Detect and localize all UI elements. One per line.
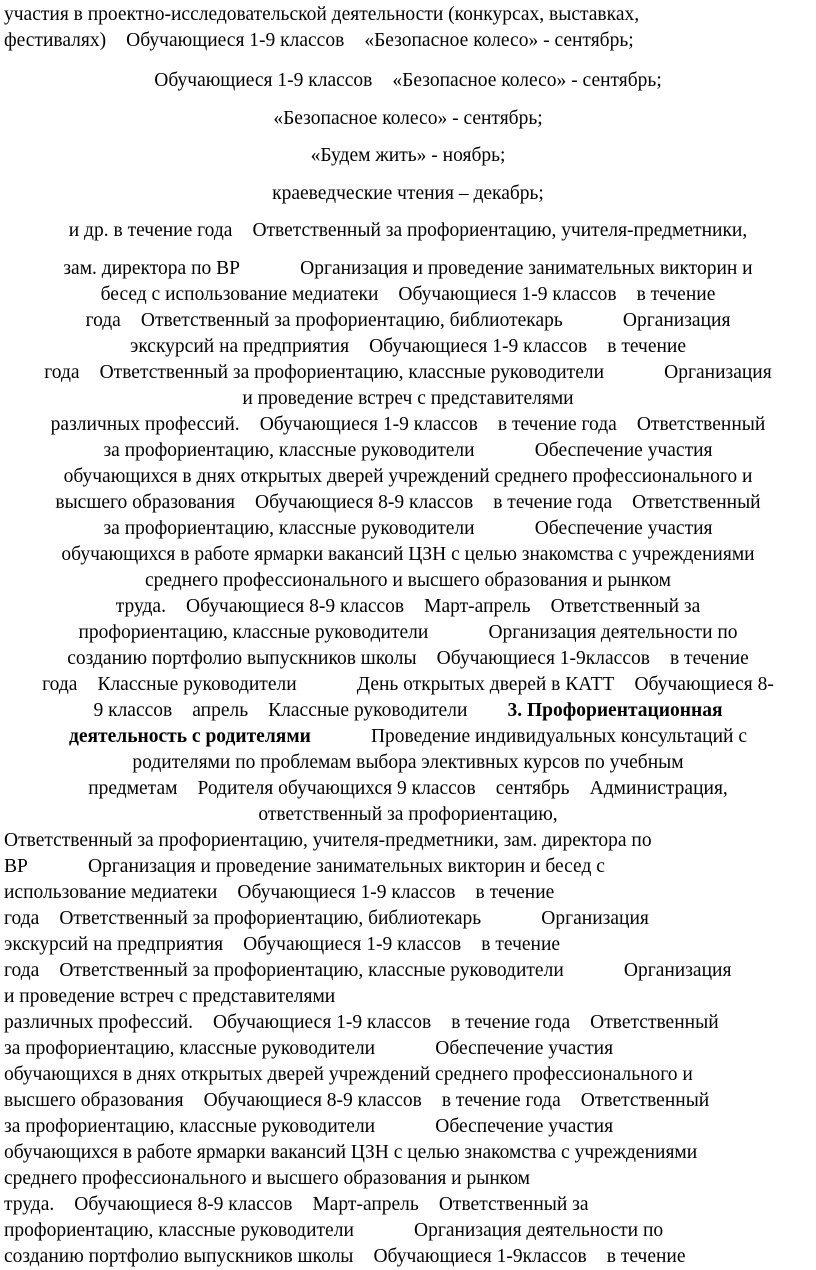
line-text: зам. директора по ВР Организация и проведение занимательных викторин и bbox=[90, 257, 725, 279]
text-line bbox=[0, 1140, 816, 1166]
line-text: высшего образования Обучающиеся 8-9 классов в течение года Ответственный bbox=[78, 491, 738, 513]
text-line bbox=[0, 698, 816, 724]
line-text: года Ответственный за профориентацию, классные руководители Организация bbox=[4, 959, 662, 981]
line-text: 9 классов апрель Классные руководители bbox=[126, 699, 475, 721]
line-text: за профориентацию, классные руководители Обеспечение участия bbox=[4, 1115, 558, 1137]
line-text: Ответственный за профориентацию, учителя-предметники, зам. директора по bbox=[4, 829, 652, 851]
text-line bbox=[0, 438, 816, 464]
line-text: различных профессий. Обучающиеся 1-9 классов в течение года Ответственный bbox=[4, 1011, 674, 1033]
text-line bbox=[0, 412, 816, 438]
line-text: ВР Организация и проведение занимательных викторин и бесед с bbox=[4, 855, 550, 877]
text-line bbox=[0, 620, 816, 646]
text-line bbox=[0, 1166, 816, 1192]
text-line bbox=[0, 143, 816, 169]
text-line bbox=[0, 1010, 816, 1036]
text-line bbox=[0, 106, 816, 132]
text-line bbox=[0, 750, 816, 776]
text-line bbox=[0, 984, 816, 1010]
line-text: среднего профессионального и высшего образования и рынком bbox=[4, 1167, 530, 1189]
line-text: обучающихся в днях открытых дверей учреждений среднего профессионального и bbox=[4, 1063, 693, 1085]
line-text: «Безопасное колесо» - сентябрь; bbox=[273, 107, 543, 129]
line-text: года Ответственный за профориентацию, библиотекарь Организация bbox=[120, 309, 696, 331]
text-line bbox=[0, 646, 816, 672]
line-text: обучающихся в работе ярмарки вакансий ЦЗН с целью знакомства с учреждениями bbox=[61, 543, 755, 565]
line-text: профориентацию, классные руководители Организация деятельности по bbox=[4, 1219, 608, 1241]
line-text: различных профессий. Обучающиеся 1-9 классов в течение года Ответственный bbox=[73, 413, 743, 435]
text-line bbox=[0, 334, 816, 360]
text-line bbox=[0, 28, 816, 54]
line-text: профориентацию, классные руководители Организация деятельности по bbox=[106, 621, 710, 643]
text-line bbox=[0, 542, 816, 568]
line-text: года Ответственный за профориентацию, библиотекарь Организация bbox=[4, 907, 579, 929]
line-text: высшего образования Обучающиеся 8-9 классов в течение года Ответственный bbox=[4, 1089, 664, 1111]
text-line bbox=[0, 2, 816, 28]
text-line bbox=[0, 256, 816, 282]
line-text: краеведческие чтения – декабрь; bbox=[272, 182, 544, 204]
text-line bbox=[0, 308, 816, 334]
text-line bbox=[0, 568, 816, 594]
text-line bbox=[0, 1062, 816, 1088]
text-line bbox=[0, 802, 816, 828]
text-line bbox=[0, 854, 816, 880]
line-text: ответственный за профориентацию, bbox=[258, 803, 558, 825]
text-line bbox=[0, 516, 816, 542]
line-text: за профориентацию, классные руководители Обеспечение участия bbox=[131, 439, 685, 461]
line-text: использование медиатеки Обучающиеся 1-9 классов в течение bbox=[4, 881, 524, 903]
text-line bbox=[0, 1192, 816, 1218]
line-text: и проведение встреч с представителями bbox=[4, 985, 336, 1007]
text-line bbox=[0, 181, 816, 207]
line-text: за профориентацию, классные руководители Обеспечение участия bbox=[4, 1037, 558, 1059]
text-line bbox=[0, 594, 816, 620]
line-text: созданию портфолио выпускников школы Обучающиеся 1-9классов в течение bbox=[4, 1245, 656, 1267]
text-line bbox=[0, 1114, 816, 1140]
line-text: труда. Обучающиеся 8-9 классов Март-апрель Ответственный за bbox=[138, 595, 678, 617]
text-line bbox=[0, 490, 816, 516]
text-line bbox=[0, 672, 816, 698]
text-line bbox=[0, 828, 816, 854]
text-line bbox=[0, 906, 816, 932]
line-text: и др. в течение года Ответственный за профориентацию, учителя-предметники, bbox=[76, 220, 740, 242]
line-text: «Будем жить» - ноябрь; bbox=[310, 145, 506, 167]
section-heading-part: 3. Профориентационная bbox=[474, 699, 690, 721]
line-text: Проведение индивидуальных консультаций с bbox=[338, 725, 720, 747]
text-line bbox=[0, 68, 816, 94]
text-line bbox=[0, 1218, 816, 1244]
text-line bbox=[0, 1244, 816, 1270]
line-text: года Ответственный за профориентацию, классные руководители Организация bbox=[79, 361, 737, 383]
text-line bbox=[0, 360, 816, 386]
section-heading-part: деятельность с родителями bbox=[68, 725, 311, 747]
text-line bbox=[0, 282, 816, 308]
text-line bbox=[0, 1088, 816, 1114]
line-text: фестивалях) Обучающиеся 1-9 классов «Безопасное колесо» - сентябрь; bbox=[4, 30, 604, 52]
line-text: родителями по проблемам выбора элективных курсов по учебным bbox=[132, 751, 684, 773]
line-text: обучающихся в работе ярмарки вакансий ЦЗН с целью знакомства с учреждениями bbox=[4, 1141, 698, 1163]
text-line bbox=[0, 464, 816, 490]
text-line bbox=[0, 880, 816, 906]
line-text: Обучающиеся 1-9 классов «Безопасное колесо» - сентябрь; bbox=[161, 70, 655, 92]
line-text: участия в проектно-исследовательской деятельности (конкурсах, выставках, bbox=[4, 4, 640, 25]
text-line bbox=[0, 776, 816, 802]
line-text: среднего профессионального и высшего образования и рынком bbox=[145, 569, 671, 591]
text-line bbox=[0, 724, 816, 750]
line-text: года Классные руководители День открытых дверей в КАТТ Обучающиеся 8- bbox=[84, 673, 732, 695]
text-line bbox=[0, 958, 816, 984]
line-text: труда. Обучающиеся 8-9 классов Март-апрель Ответственный за bbox=[4, 1193, 544, 1215]
line-text: предметам Родителя обучающихся 9 классов сентябрь Администрация, bbox=[110, 777, 706, 799]
line-text: созданию портфолио выпускников школы Обучающиеся 1-9классов в течение bbox=[82, 647, 734, 669]
line-text: за профориентацию, классные руководители Обеспечение участия bbox=[131, 517, 685, 539]
line-text: и проведение встреч с представителями bbox=[242, 387, 574, 409]
text-line bbox=[0, 932, 816, 958]
line-text: экскурсий на предприятия Обучающиеся 1-9 классов в течение bbox=[4, 933, 530, 955]
line-text: экскурсий на предприятия Обучающиеся 1-9 классов в течение bbox=[145, 335, 671, 357]
text-line bbox=[0, 218, 816, 244]
line-text: обучающихся в днях открытых дверей учреждений среднего профессионального и bbox=[63, 465, 753, 487]
text-line bbox=[0, 1036, 816, 1062]
line-text: бесед с использование медиатеки Обучающиеся 1-9 классов в течение bbox=[115, 283, 701, 305]
text-line bbox=[0, 386, 816, 412]
